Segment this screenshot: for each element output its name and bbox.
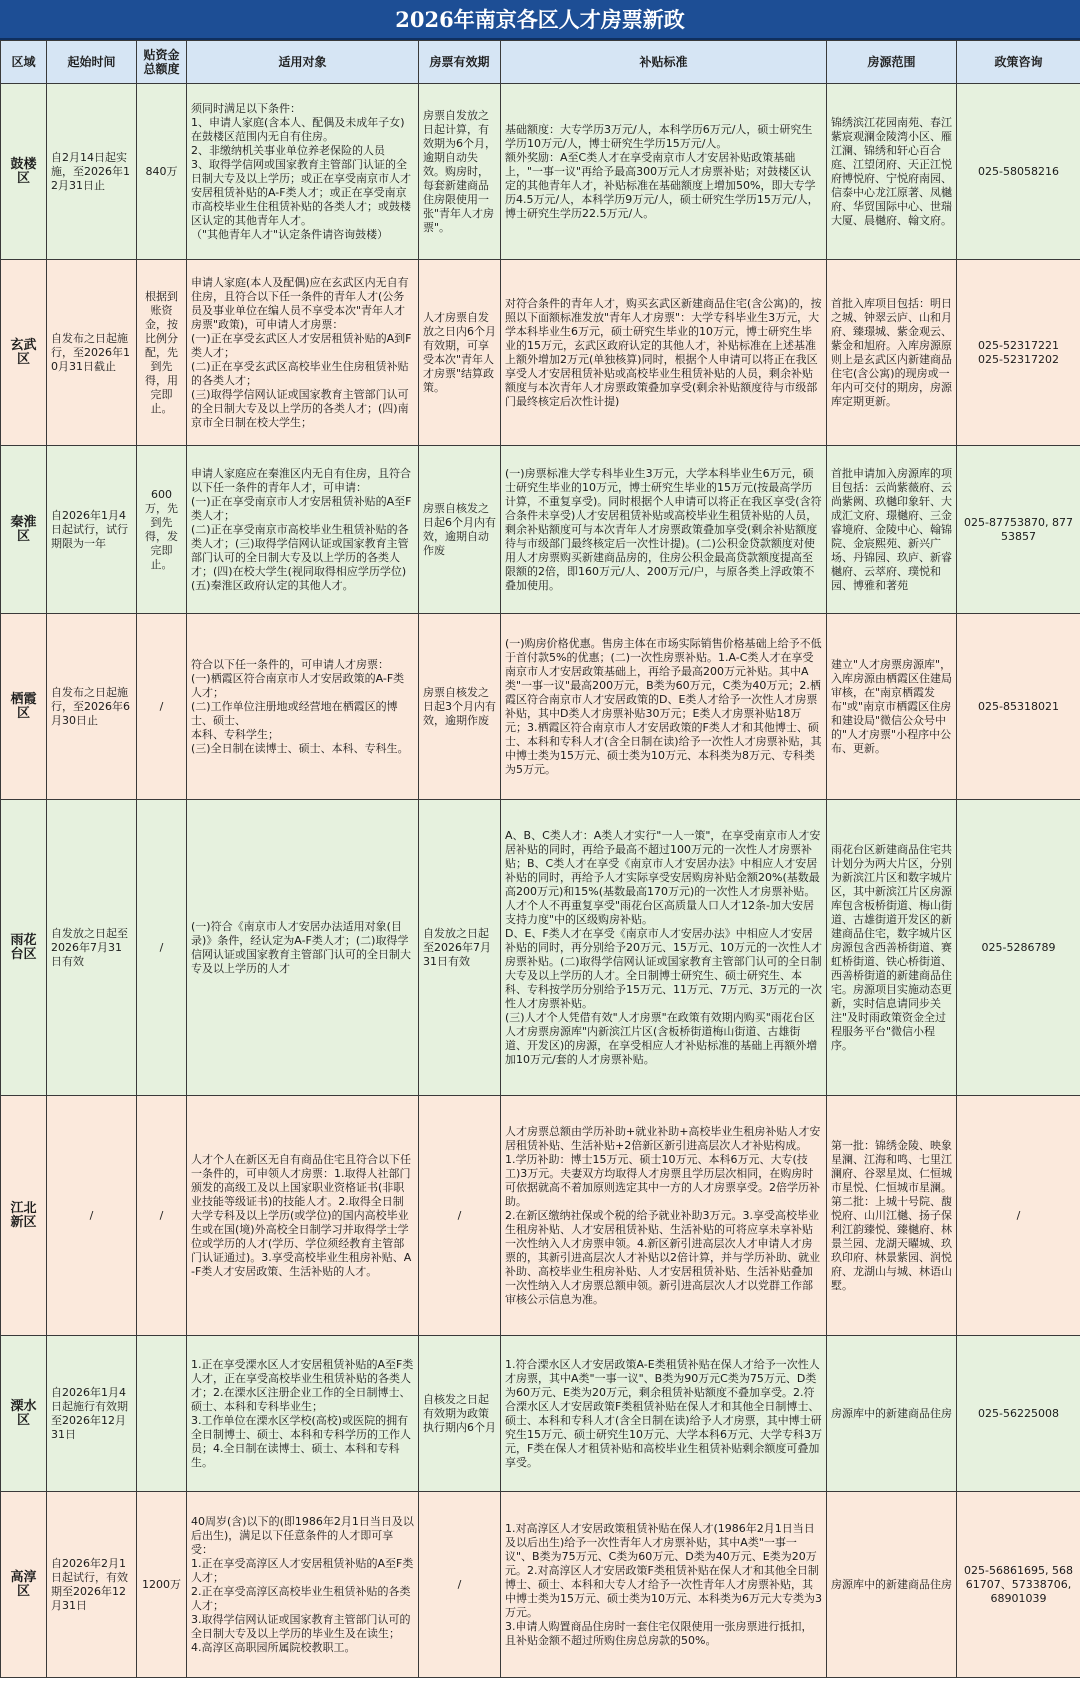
amount-cell: 1200万 — [137, 1492, 187, 1678]
standard-cell: (一)房票标准大学专科毕业生3万元，大学本科毕业生6万元，硕士研究生毕业的10万元，博士研究生毕业的15万元(按最高学历计算，不重复享受)。同时根据个人申请可以将正在我区享受(含符合条件未享受)人才安居租赁补贴或高校毕业生租赁补贴的人员，剩余补贴额度可与本次青年人才房票政策叠加享受(剩余补贴额度待与市级部门最终核定后一次性计提)。(二)公积金贷款额度对使用人才房票购买新建商品房的，住房公积金最高贷款额度提高至限额的2倍，即160万元/人、200万元/户，与原各类上浮政策不叠加使用。 — [501, 446, 827, 614]
header-contact: 政策咨询 — [957, 41, 1080, 84]
validity-cell: 自核发之日起有效期为政策执行期内6个月 — [419, 1336, 501, 1492]
region-cell: 栖霞区 — [1, 614, 47, 800]
amount-cell: / — [137, 614, 187, 800]
header-start: 起始时间 — [47, 41, 137, 84]
region-cell: 雨花台区 — [1, 800, 47, 1096]
header-row — [1, 41, 1080, 84]
amount-cell: 根据到账资金，按比例分配，先到先得，用完即止。 — [137, 260, 187, 446]
validity-cell: 房票自核发之日起6个月内有效，逾期自动作废 — [419, 446, 501, 614]
start-cell: 自发布之日起施行，至2026年10月31日截止 — [47, 260, 137, 446]
contact-cell: 025-87753870, 877 53857 — [957, 446, 1080, 614]
region-cell: 高淳区 — [1, 1492, 47, 1678]
target-cell: (一)符合《南京市人才安居办法适用对象(目录)》条件，经认定为A-F类人才；(二)取得学信网认证或国家教育主管部门认可的全日制大专及以上学历的人才 — [187, 800, 419, 1096]
standard-cell: A、B、C类人才：A类人才实行"一人一策"，在享受南京市人才安居补贴的同时，再给予最高不超过100万元的一次性人才房票补贴；B、C类人才在享受《南京市人才安居办法》中相应人才安居补贴的同时，再给予人才实际享受安居购房补贴金额20%(基数最高200万元)和15%(基数最高170万元)的一次性人才房票补贴。人才个人不再重复享受"雨花台区高质量人口人才12条-加大安居支持力度"中的区级购房补贴。 D、E、F类人才在享受《南京市人才安居办法》中相应人才安居补贴的同时，再分别给予20万元、15万元、10万元的一次性人才房票补贴。(二)取得学信网认证或国家教育主管部门认可的全日制大专及以上学历的人才。全日制博士研究生、硕士研究生、本科、专科按学历分别给予15万元、11万元、7万元、3万元的一次性人才房票补贴。 (三)人才个人凭借有效"人才房票"在政策有效期内购买"雨花台区人才房票房源库"内新滨江片区(含板桥街道梅山街道、古雄街道、开发区)的房源，在享受相应人才补贴标准的基础上再额外增加10万元/套的人才房票补贴。 — [501, 800, 827, 1096]
amount-cell: / — [137, 1096, 187, 1336]
target-cell: 须同时满足以下条件： 1、申请人家庭(含本人、配偶及未成年子女)在鼓楼区范围内无自有住房。 2、非缴纳机关事业单位养老保险的人员 3、取得学信网或国家教育主管部门认证的全日制大专及以上学历；或正在享受南京市人才安居租赁补贴的A-F类人才；或正在享受南京市高校毕业生住租赁补贴的各类人才；或鼓楼区认定的其他青年人才。 （"其他青年人才"认定条件请咨询鼓楼） — [187, 84, 419, 260]
validity-cell: 房票自核发之日起3个月内有效，逾期作废 — [419, 614, 501, 800]
region-cell: 秦淮区 — [1, 446, 47, 614]
page-title: 2026年南京各区人才房票新政 — [0, 0, 1080, 40]
houses-cell: 建立"人才房票房源库"，入库房源由栖霞区住建局审核，在"南京栖霞发布"或"南京市栖霞区住房和建设局"微信公众号中的"人才房票"小程序中公布、更新。 — [827, 614, 957, 800]
target-cell: 符合以下任一条件的，可申请人才房票： (一)栖霞区符合南京市人才安居政策的A-F类人才； (二)工作单位注册地或经营地在栖霞区的博士、硕士、 本科、专科学生； (三)全日制在读博士、硕士、本科、专科生。 — [187, 614, 419, 800]
validity-cell: / — [419, 1096, 501, 1336]
houses-cell: 首批申请加入房源库的项目包括：云尚紫薇府、云尚紫阙、玖樾印象轩、大成汇文府、璟樾府、三金睿境府、金陵中心、翰锦院、金宸熙苑、新兴广场、丹锦园、玖庐、新睿樾府、云萃府、璞悦和园、博雅和著苑 — [827, 446, 957, 614]
houses-cell: 房源库中的新建商品住房 — [827, 1336, 957, 1492]
contact-cell: / — [957, 1096, 1080, 1336]
table-row — [1, 1492, 1080, 1678]
validity-cell: 人才房票自发放之日内6个月有效期，可享受本次"青年人才房票"结算政策。 — [419, 260, 501, 446]
start-cell: 自发布之日起施行，至2026年6月30日止 — [47, 614, 137, 800]
contact-cell: 025-52317221 025-52317202 — [957, 260, 1080, 446]
houses-cell: 雨花台区新建商品住宅共计划分为两大片区，分别为新滨江片区和数字城片区，其中新滨江片区房源库包含板桥街道、梅山街道、古雄街道开发区的新建商品住宅，数字城片区房源包含西善桥街道、赛虹桥街道、铁心桥街道、西善桥街道的新建商品住宅。房源项目实施动态更新，实时信息请同步关注"及时雨政策资金全过程服务平台"微信小程序。 — [827, 800, 957, 1096]
standard-cell: 1.对高淳区人才安居政策租赁补贴在保人才(1986年2月1日当日及以后出生)给予一次性青年人才房票补贴，其中A类"一事一议"、B类为75万元、C类为60万元、D类为40万元、E类为20万元。2.对高淳区人才安居政策F类租赁补贴在保人才和其他全日制博士、硕士、本科和大专人才给予一次性青年人才房票补贴，其中博士类为15万元、硕士类为10万元、本科类为6万元大专类为3万元。 3.申请人购置商品住房时一套住宅仅限使用一张房票进行抵扣，且补贴金额不超过所购住房总房款的50%。 — [501, 1492, 827, 1678]
contact-cell: 025-5286789 — [957, 800, 1080, 1096]
start-cell: 自2026年2月1日起试行，有效期至2026年12月31日 — [47, 1492, 137, 1678]
header-region: 区域 — [1, 41, 47, 84]
target-cell: 1.正在享受溧水区人才安居租赁补贴的A至F类人才，正在享受高校毕业生租赁补贴的各类人才；2.在溧水区注册企业工作的全日制博士、硕士、本科和专科毕业生； 3.工作单位在溧水区学校(高校)或医院的拥有全日制博士、硕士、本科和专科学历的工作人员；4.全日制在读博士、硕士、本科和专科生。 — [187, 1336, 419, 1492]
standard-cell: 基础额度：大专学历3万元/人，本科学历6万元/人，硕士研究生学历10万元/人，博士研究生学历15万元/人。 额外奖励：A至C类人才在享受南京市人才安居补贴政策基础上，"一事一议"再给予最高300万元人才房票补贴；对鼓楼区认定的其他青年人才，补贴标准在基础额度上增加50%，即大专学历4.5万元/人，本科学历9万元/人，硕士研究生学历15万元/人，博士研究生学历22.5万元/人。 — [501, 84, 827, 260]
header-amount: 贴资金总额度 — [137, 41, 187, 84]
region-cell: 溧水区 — [1, 1336, 47, 1492]
amount-cell — [137, 1336, 187, 1492]
start-cell: 自2月14日起实施，至2026年12月31日止 — [47, 84, 137, 260]
validity-cell: / — [419, 1492, 501, 1678]
houses-cell: 首批入库项目包括：明日之城、钟翠云庐、山和月府、臻璟城、紫金观云、紫金和旭府。入库房源原则上是玄武区内新建商品住宅(含公寓)的现房或一年内可交付的期房，房源库定期更新。 — [827, 260, 957, 446]
target-cell: 人才个人在新区无自有商品住宅且符合以下任一条件的，可申领人才房票：1.取得人社部门颁发的高级工及以上国家职业资格证书(非职业技能等级证书)的技能人才。2.取得全日制大学专科及以上学历(或学位)的国内高校毕业生或在国(境)外高校全日制学习并取得学士学位或学历的人才(学历、学位须经教育主管部门认证通过)。3.享受高校毕业生租房补贴、A-F类人才安居政策、生活补贴的人才。 — [187, 1096, 419, 1336]
houses-cell: 第一批：锦绣金陵、映象星澜、江海和鸣、七里江澜府、谷翠星岚、仁恒城市星悦、仁恒城市星澜。第二批：上城十号院、馥悦府、山川江樾、扬子保利江韵臻悦、臻樾府、林景兰园、龙湖天曜城、玖玖印府、林景紫园、润悦府、龙湖山与城、林语山墅。 — [827, 1096, 957, 1336]
table-row — [1, 614, 1080, 800]
header-standard: 补贴标准 — [501, 41, 827, 84]
table-row — [1, 1336, 1080, 1492]
table-row — [1, 84, 1080, 260]
policy-table — [0, 40, 1080, 1678]
table-row — [1, 800, 1080, 1096]
table-row — [1, 1096, 1080, 1336]
contact-cell: 025-56861695, 56861707、57338706, 68901039 — [957, 1492, 1080, 1678]
target-cell: 申请人家庭应在秦淮区内无自有住房，且符合以下任一条件的青年人才，可申请： (一)正在享受南京市人才安居租赁补贴的A至F类人才； (二)正在享受南京市高校毕业生租赁补贴的各类人才；(三)取得学信网认证或国家教育主管部门认可的全日制大专及以上学历的各类人才；(四)在校大学生(视同取得相应学历学位)(五)秦淮区政府认定的其他人才。 — [187, 446, 419, 614]
target-cell: 申请人家庭(本人及配偶)应在玄武区内无自有住房，且符合以下任一条件的青年人才(公务员及事业单位在编人员不享受本次"青年人才房票"政策)，可申请人才房票： (一)正在享受玄武区人才安居租赁补贴的A到F类人才； (二)正在享受玄武区高校毕业生住房租赁补贴的各类人才； (三)取得学信网认证或国家教育主管部门认可的全日制大专及以上学历的各类人才；(四)南京市全日制在校大学生； — [187, 260, 419, 446]
amount-cell: 600万，先到先得，发完即止。 — [137, 446, 187, 614]
target-cell: 40周岁(含)以下的(即1986年2月1日当日及以后出生)，满足以下任意条件的人才即可享受： 1.正在享受高淳区人才安居租赁补贴的A至F类人才； 2.正在享受高淳区高校毕业生租赁补贴的各类人才； 3.取得学信网认证或国家教育主管部门认可的全日制大专及以上学历的毕业生及在读生； 4.高淳区高职园所属院校教职工。 — [187, 1492, 419, 1678]
amount-cell: / — [137, 800, 187, 1096]
header-validity: 房票有效期 — [419, 41, 501, 84]
houses-cell: 房源库中的新建商品住房 — [827, 1492, 957, 1678]
contact-cell: 025-56225008 — [957, 1336, 1080, 1492]
standard-cell: 1.符合溧水区人才安居政策A-E类租赁补贴在保人才给予一次性人才房票，其中A类"一事一议"、B类为90万元C类为75万元、D类为60万元、E类为20万元，剩余租赁补贴额度不叠加享受。2.符合溧水区人才安居政策F类租赁补贴在保人才和其他全日制博士、硕士、本科和专科人才(含全日制在读)给予人才房票，其中博士研究生15万元、硕士研究生10万元、大学本科6万元、大学专科3万元，F类在保人才租赁补贴和高校毕业生租赁补贴剩余额度可叠加享受。 — [501, 1336, 827, 1492]
standard-cell: 人才房票总额由学历补助+就业补助+高校毕业生租房补贴人才安居租赁补贴、生活补贴+2倍新区新引进高层次人才补贴构成。 1.学历补助：博士15万元、硕士10万元、本科6万元、大专(技工)3万元。夫妻双方均取得人才房票且学历层次相同，在购房时可依据就高不着加原则选定其中一方的人才房票享受。2倍学历补助。 2.在新区缴纳社保或个税的给予就业补助3万元。3.享受高校毕业生租房补贴、人才安居租赁补贴、生活补贴的可将应享未享补贴一次性纳入人才房票申领。4.新区新引进高层次人才申请人才房票的，其新引进高层次人才补贴以2倍计算，并与学历补助、就业补助、高校毕业生租房补贴、人才安居租赁补贴、生活补贴叠加一次性纳入人才房票总额申领。新引进高层次人才以党群工作部审核公示信息为准。 — [501, 1096, 827, 1336]
standard-cell: (一)购房价格优惠。售房主体在市场实际销售价格基础上给予不低于首付款5%的优惠；(二)一次性房票补贴。1.A-C类人才在享受南京市人才安居政策基础上，再给予最高200万元补贴。其中A类"一事一议"最高200万元，B类为60万元，C类为40万元；2.栖霞区符合南京市人才安居政策的D、E类人才给予一次性人才房票补贴，其中D类人才房票补贴30万元；E类人才房票补贴18万元；3.栖霞区符合南京市人才安居政策的F类人才和其他博士、硕士、本科和专科人才(含全日制在读)给予一次性人才房票补贴，其中博士类为15万元、硕士类为10万元、本科类为8万元、专科类为5万元。 — [501, 614, 827, 800]
header-target: 适用对象 — [187, 41, 419, 84]
region-cell: 玄武区 — [1, 260, 47, 446]
start-cell: 自2026年1月4日起试行，试行期限为一年 — [47, 446, 137, 614]
standard-cell: 对符合条件的青年人才，购买玄武区新建商品住宅(含公寓)的，按照以下面额标准发放"青年人才房票"：大学专科毕业生3万元，大学本科毕业生6万元，硕士研究生毕业的10万元，博士研究生毕业的15万元，玄武区政府认定的其他人才，补贴标准在上述基准上额外增加2万元(单独核算)同时，根据个人申请可以将正在我区享受人才安居租赁补贴或高校毕业生租赁补贴的人员，剩余补贴额度与本次青年人才房票政策叠加享受(剩余补贴额度待与市级部门最终核定后次性计提) — [501, 260, 827, 446]
table-row — [1, 260, 1080, 446]
contact-cell: 025-58058216 — [957, 84, 1080, 260]
start-cell: / — [47, 1096, 137, 1336]
start-cell: 自发放之日起至2026年7月31日有效 — [47, 800, 137, 1096]
validity-cell: 房票自发放之日起计算，有效期为6个月，逾期自动失效。购房时，每套新建商品住房限使用一张"青年人才房票"。 — [419, 84, 501, 260]
validity-cell: 自发放之日起至2026年7月31日有效 — [419, 800, 501, 1096]
contact-cell: 025-85318021 — [957, 614, 1080, 800]
table-row — [1, 446, 1080, 614]
region-cell: 鼓楼区 — [1, 84, 47, 260]
region-cell: 江北新区 — [1, 1096, 47, 1336]
header-houses: 房源范围 — [827, 41, 957, 84]
start-cell: 自2026年1月4日起施行有效期至2026年12月31日 — [47, 1336, 137, 1492]
houses-cell: 锦绣滨江花园南苑、春江紫宸观澜金陵湾小区、雁江澜、锦绣和轩心百合庭、江望闭府、天正江悦府博悦府、宁悦府南园、信泰中心龙江原著、凤樾府、华贸国际中心、世瑞大厦、晨樾府、翰文府。 — [827, 84, 957, 260]
amount-cell: 840万 — [137, 84, 187, 260]
